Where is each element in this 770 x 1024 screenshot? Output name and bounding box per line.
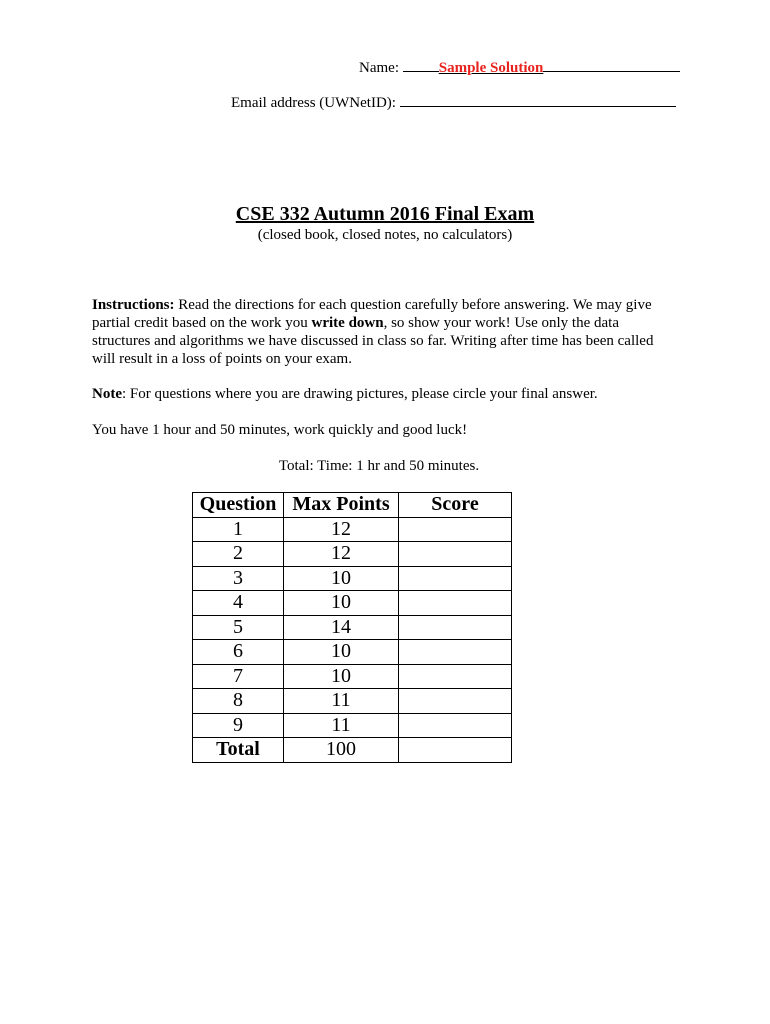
question-cell: 6 [193, 640, 284, 665]
note-label: Note [92, 386, 122, 402]
max-points-cell: 12 [284, 542, 399, 567]
exam-subtitle: (closed book, closed notes, no calculators) [257, 227, 513, 243]
question-cell: 3 [193, 566, 284, 591]
email-underline [400, 93, 676, 107]
max-points-cell: 11 [284, 689, 399, 714]
table-row [193, 591, 512, 616]
score-cell [399, 664, 512, 689]
question-cell: 1 [193, 517, 284, 542]
table-row [193, 689, 512, 714]
score-cell [399, 689, 512, 714]
question-cell: 7 [193, 664, 284, 689]
note-paragraph [92, 385, 672, 403]
table-row [193, 517, 512, 542]
note-text: : For questions where you are drawing pictures, please circle your final answer. [122, 386, 598, 402]
name-line [359, 58, 680, 78]
max-points-cell: 14 [284, 615, 399, 640]
instructions-text-a: Read the directions for each question carefully before answering. We may give partial credit based on the work you [92, 297, 652, 331]
header-max-points: Max Points [284, 493, 399, 518]
header-question: Question [193, 493, 284, 518]
table-row [193, 713, 512, 738]
score-cell [399, 640, 512, 665]
max-points-cell: 10 [284, 566, 399, 591]
table-row [193, 615, 512, 640]
email-line [231, 93, 676, 113]
total-max-points-cell: 100 [284, 738, 399, 763]
name-underline [403, 58, 439, 72]
max-points-cell: 11 [284, 713, 399, 738]
email-label: Email address (UWNetID): [231, 95, 396, 111]
name-value: Sample Solution [438, 60, 544, 76]
name-underline-rest [543, 58, 680, 72]
max-points-cell: 12 [284, 517, 399, 542]
score-cell [399, 713, 512, 738]
table-row [193, 640, 512, 665]
question-cell: 5 [193, 615, 284, 640]
score-cell [399, 517, 512, 542]
name-label: Name: [359, 60, 399, 76]
question-cell: 8 [193, 689, 284, 714]
table-row-total [193, 738, 512, 763]
question-cell: 2 [193, 542, 284, 567]
max-points-cell: 10 [284, 640, 399, 665]
table-row [193, 664, 512, 689]
instructions-label: Instructions: [92, 297, 175, 313]
instructions-text-b: , so show your work! Use only the data structures and algorithms we have discussed in class so far. Writing after time has been called will result in a loss of points on your exam. [92, 315, 654, 367]
table-row [193, 566, 512, 591]
score-table [192, 492, 512, 763]
total-time-line: Total: Time: 1 hr and 50 minutes. [278, 458, 480, 474]
question-cell: 9 [193, 713, 284, 738]
table-row [193, 542, 512, 567]
max-points-cell: 10 [284, 664, 399, 689]
exam-title: CSE 332 Autumn 2016 Final Exam [235, 203, 535, 225]
header-score: Score [399, 493, 512, 518]
question-cell: 4 [193, 591, 284, 616]
total-score-cell [399, 738, 512, 763]
score-table-header-row [193, 493, 512, 518]
score-cell [399, 542, 512, 567]
total-label-cell: Total [193, 738, 284, 763]
score-cell [399, 615, 512, 640]
max-points-cell: 10 [284, 591, 399, 616]
score-cell [399, 591, 512, 616]
instructions-emphasis: write down [311, 315, 384, 331]
time-note: You have 1 hour and 50 minutes, work quickly and good luck! [92, 422, 468, 438]
score-cell [399, 566, 512, 591]
instructions-paragraph [92, 296, 672, 368]
